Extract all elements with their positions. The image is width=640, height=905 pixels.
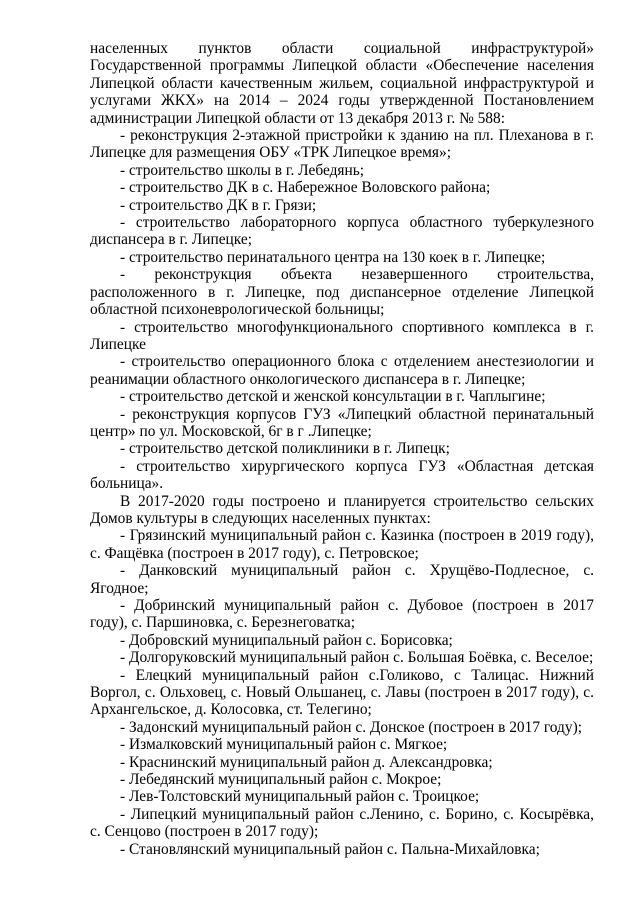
list-item: - реконструкция корпусов ГУЗ «Липецкий областной перинатальный центр» по ул. Московской, 6г в г .Липецке;: [90, 405, 594, 440]
list-item: - строительство многофункционального спортивного комплекса в г. Липецке: [90, 318, 594, 353]
list-item: - Долгоруковский муниципальный район с. Большая Боёвка, с. Веселое;: [120, 649, 594, 667]
list-item: - строительство операционного блока с отделением анестезиологии и реанимации областного онкологического диспансера в г. Липецке;: [90, 353, 594, 388]
list-item: - Лебедянский муниципальный район с. Мокрое;: [120, 771, 442, 789]
list-item: - строительство школы в г. Лебедянь;: [120, 161, 365, 179]
list-item: - Липецкий муниципальный район с.Ленино, с. Борино, с. Косырёвка, с. Сенцово (построен в 2017 году);: [90, 805, 594, 841]
list-item: - строительство детской и женской консультации в г. Чаплыгине;: [120, 388, 546, 406]
list-item: - Лев-Толстовский муниципальный район с. Троицкое;: [120, 788, 480, 806]
list-item: - Задонский муниципальный район с. Донское (построен в 2017 году);: [120, 718, 582, 736]
list-item: - строительство ДК в с. Набережное Воловского района;: [120, 179, 491, 197]
list-item: - Елецкий муниципальный район с.Голиково, с Талицас. Нижний Воргол, с. Ольховец, с. Новый Ольшанец, с. Лавы (построен в 2017 году), с. Архангельское, д. Колосовка, ст. Телегино;: [90, 666, 594, 719]
list-item: - строительство хирургического корпуса ГУЗ «Областная детская больница».: [90, 457, 594, 493]
list-item: - Краснинский муниципальный район д. Александровка;: [120, 753, 493, 771]
list-item: - Добринский муниципальный район с. Дубовое (построен в 2017 году), с. Паршиновка, с. Березнеговатка;: [90, 597, 594, 632]
list-item: - Становлянский муниципальный район с. Пальна-Михайловка;: [120, 840, 540, 858]
list-item: - строительство детской поликлиники в г. Липецк;: [120, 440, 450, 458]
list-item: - Данковский муниципальный район с. Хрущёво-Подлесное, с. Ягодное;: [90, 562, 594, 597]
document-body: [90, 40, 594, 858]
list-item: - строительство ДК в г. Грязи;: [120, 196, 317, 214]
list-item: - строительство перинатального центра на 130 коек в г. Липецке;: [120, 248, 546, 266]
list-item: - Грязинский муниципальный район с. Казинка (построен в 2019 году), с. Фащёвка (построен в 2017 году), с. Петровское;: [90, 527, 594, 562]
list-item: - реконструкция 2-этажной пристройки к зданию на пл. Плеханова в г. Липецке для размещения ОБУ «ТРК Липецкое время»;: [90, 127, 594, 162]
list-item: - строительство лабораторного корпуса областного туберкулезного диспансера в г. Липецке;: [90, 214, 594, 249]
list-item: - Измалковский муниципальный район с. Мягкое;: [120, 736, 448, 754]
paragraph-culture-houses: В 2017-2020 годы построено и планируется строительство сельских Домов культуры в следующих населенных пунктах:: [90, 492, 594, 527]
list-item: - Добровский муниципальный район с. Борисовка;: [120, 631, 453, 649]
paragraph-intro-continuation: населенных пунктов области социальной инфраструктурой» Государственной программы Липецкой области «Обеспечение населения Липецкой области качественным жильем, социальной инфраструктурой и услугами ЖКХ» на 2014 – 2024 годы утвержденной Постановлением администрации Липецкой области от 13 декабря 2013 г. № 588:: [90, 40, 594, 127]
list-item: - реконструкция объекта незавершенного строительства, расположенного в г. Липецке, под диспансерное отделение Липецкой областной психоневрологической больницы;: [90, 266, 594, 319]
